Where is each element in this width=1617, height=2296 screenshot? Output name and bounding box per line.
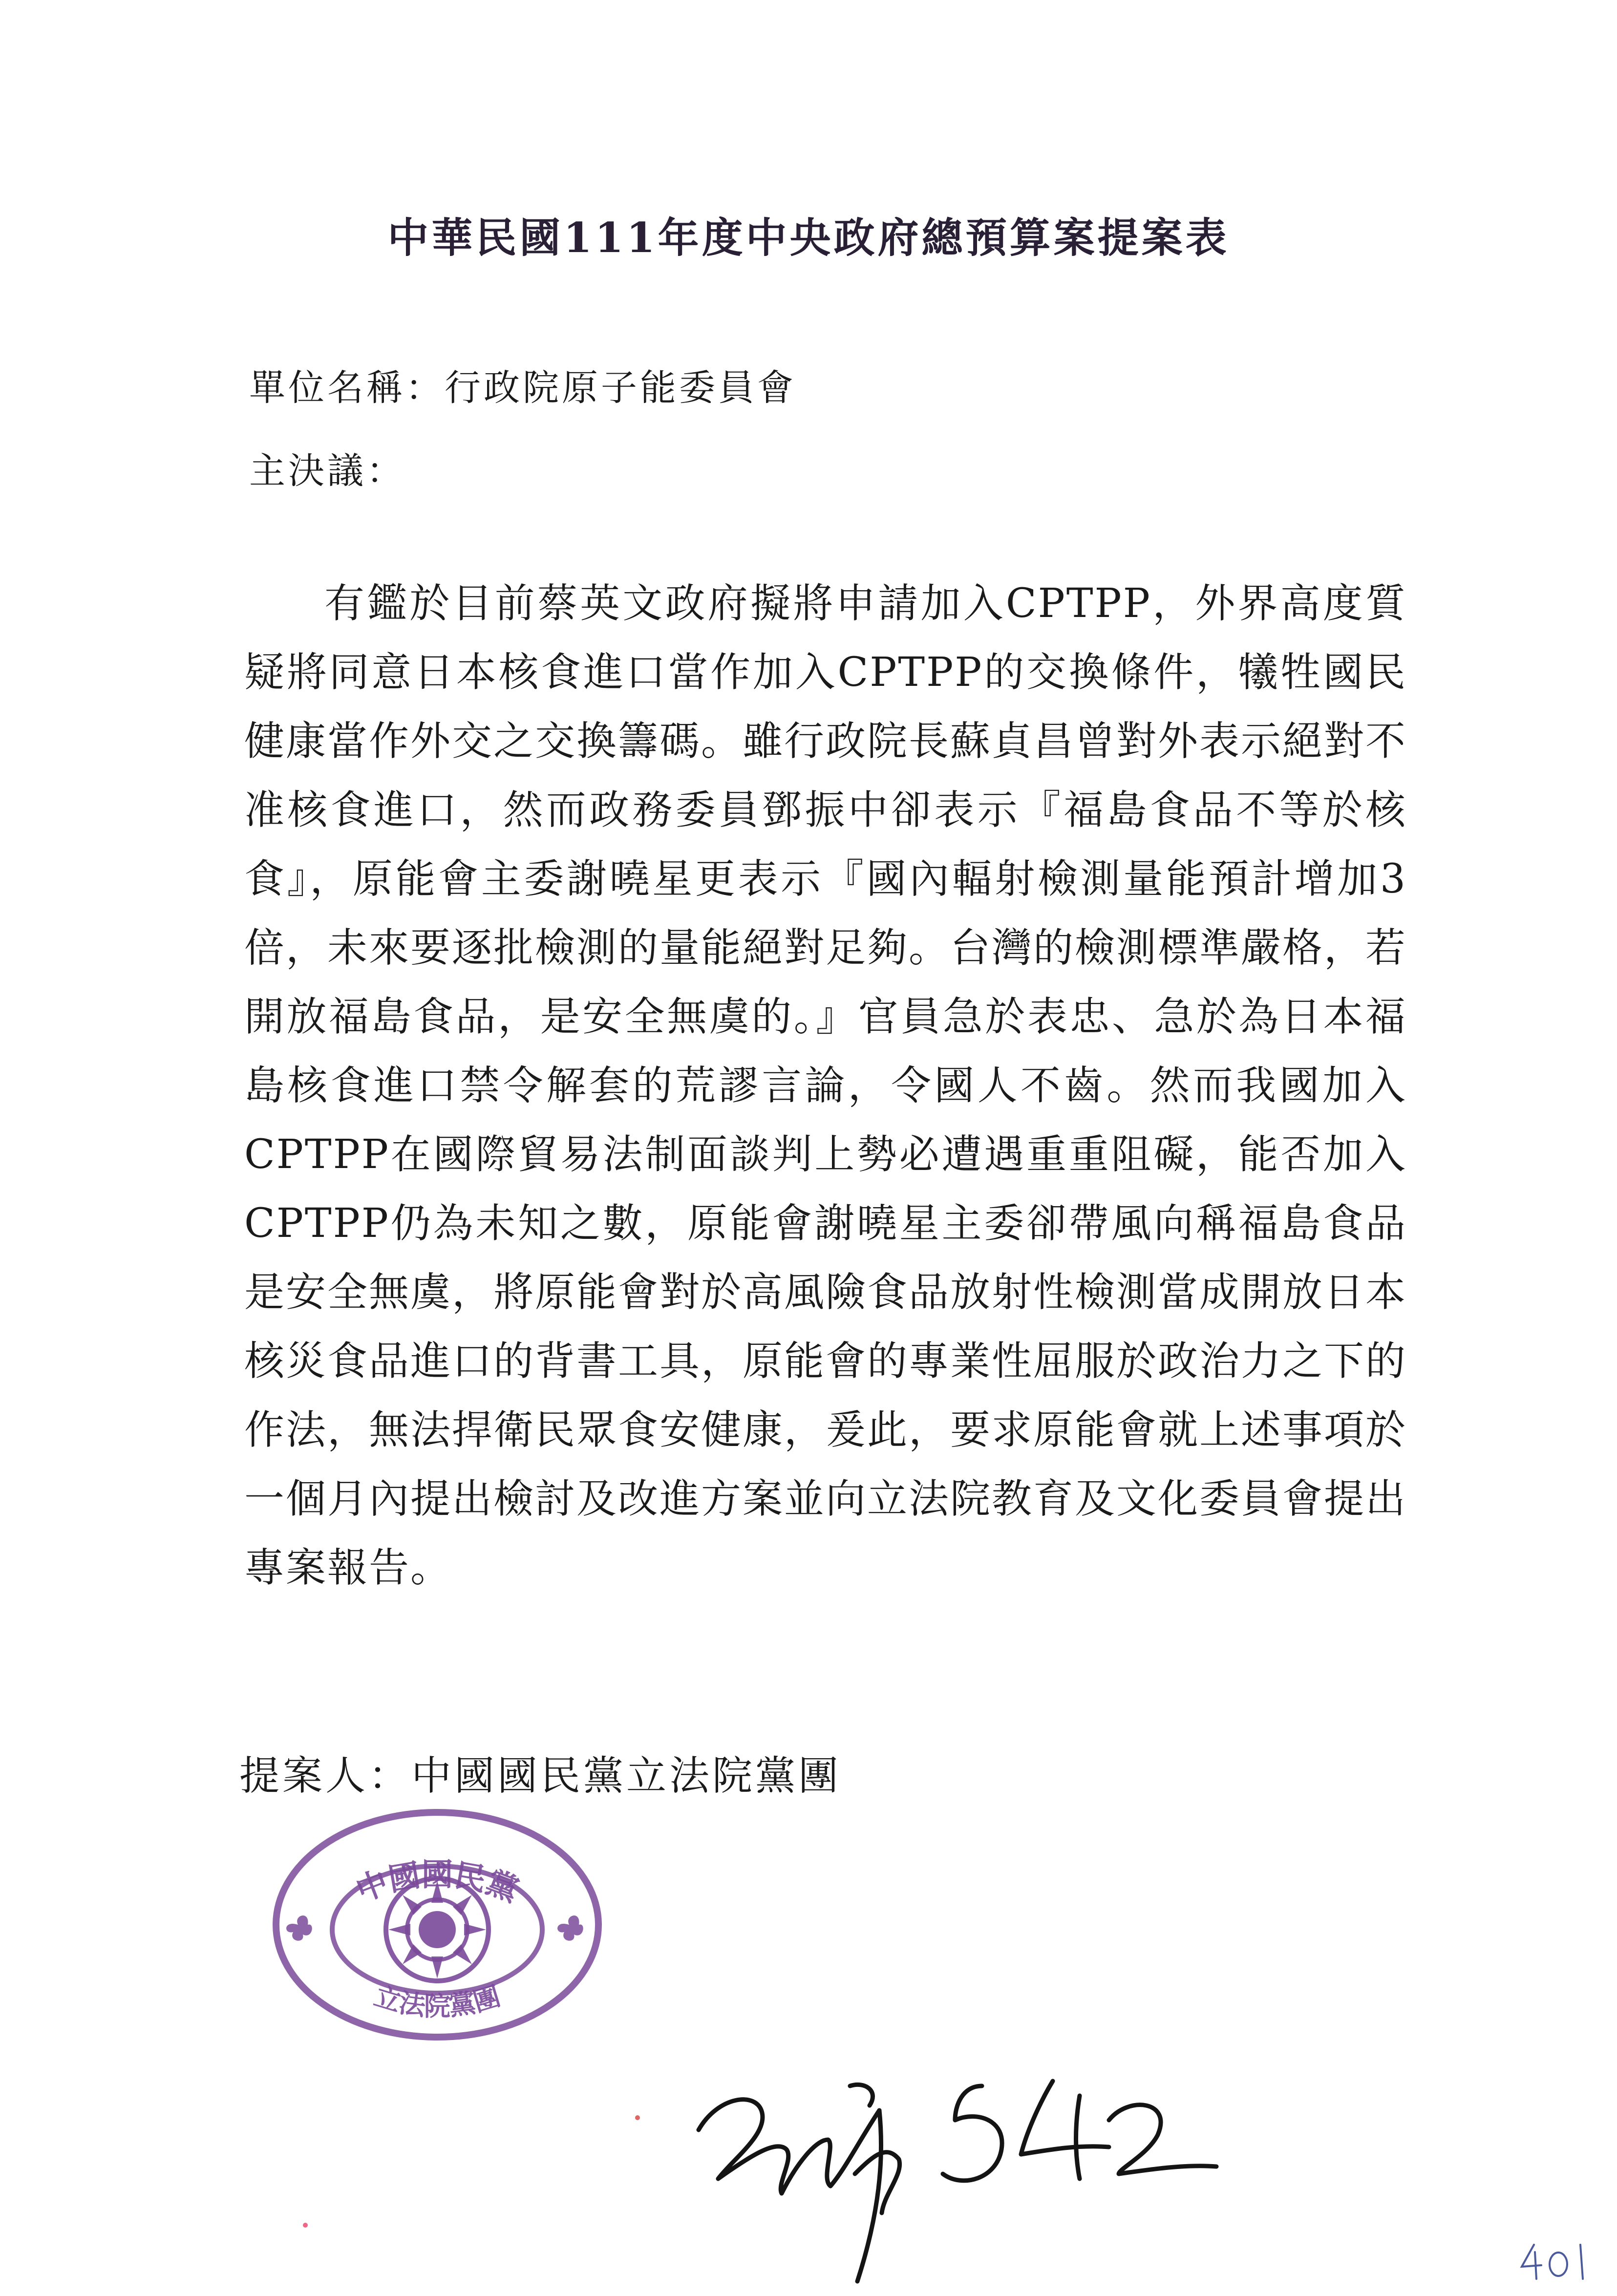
- proposer-field: [239, 1744, 841, 1801]
- resolution-body: 有鑑於目前蔡英文政府擬將申請加入CPTPP，外界高度質疑將同意日本核食進口當作加入CPTPP的交換條件，犧牲國民健康當作外交之交換籌碼。雖行政院長蘇貞昌曾對外表示絕對不准核食進口，然而政務委員鄧振中卻表示『福島食品不等於核食』，原能會主委謝曉星更表示『國內輻射檢測量能預計增加3倍，未來要逐批檢測的量能絕對足夠。台灣的檢測標準嚴格，若開放福島食品，是安全無虞的。』官員急於表忠、急於為日本福島核食進口禁令解套的荒謬言論，令國人不齒。然而我國加入CPTPP在國際貿易法制面談判上勢必遭遇重重阻礙，能否加入CPTPP仍為未知之數，原能會謝曉星主委卻帶風向稱福島食品是安全無虞，將原能會對於高風險食品放射性檢測當成開放日本核災食品進口的背書工具，原能會的專業性屈服於政治力之下的作法，無法捍衛民眾食安健康，爰此，要求原能會就上述事項於一個月內提出檢討及改進方案並向立法院教育及文化委員會提出專案報告。: [244, 580, 1407, 1591]
- unit-label: 單位名稱：: [249, 367, 445, 409]
- seal-top-text: 中國國民黨: [351, 1856, 524, 1910]
- stray-mark: [303, 2223, 308, 2228]
- proposer-value: 中國國民黨立法院黨團: [411, 1753, 842, 1799]
- handwritten-page-number: [1514, 2235, 1602, 2284]
- seal-bottom-text: 立法院黨團: [370, 1980, 504, 2022]
- main-resolution-label: 主決議：: [249, 450, 405, 492]
- stray-mark: [635, 2115, 640, 2120]
- svg-text:立法院黨團: [371, 1980, 504, 2022]
- document-title: 中華民國111年度中央政府總預算案提案表: [387, 213, 1230, 262]
- unit-field: [249, 359, 796, 411]
- unit-value: 行政院原子能委員會: [445, 367, 796, 409]
- handwritten-signature: [689, 2066, 1221, 2296]
- proposer-label: 提案人：: [239, 1753, 412, 1799]
- party-seal-stamp: [264, 1803, 611, 2047]
- main-resolution-field: [249, 442, 405, 494]
